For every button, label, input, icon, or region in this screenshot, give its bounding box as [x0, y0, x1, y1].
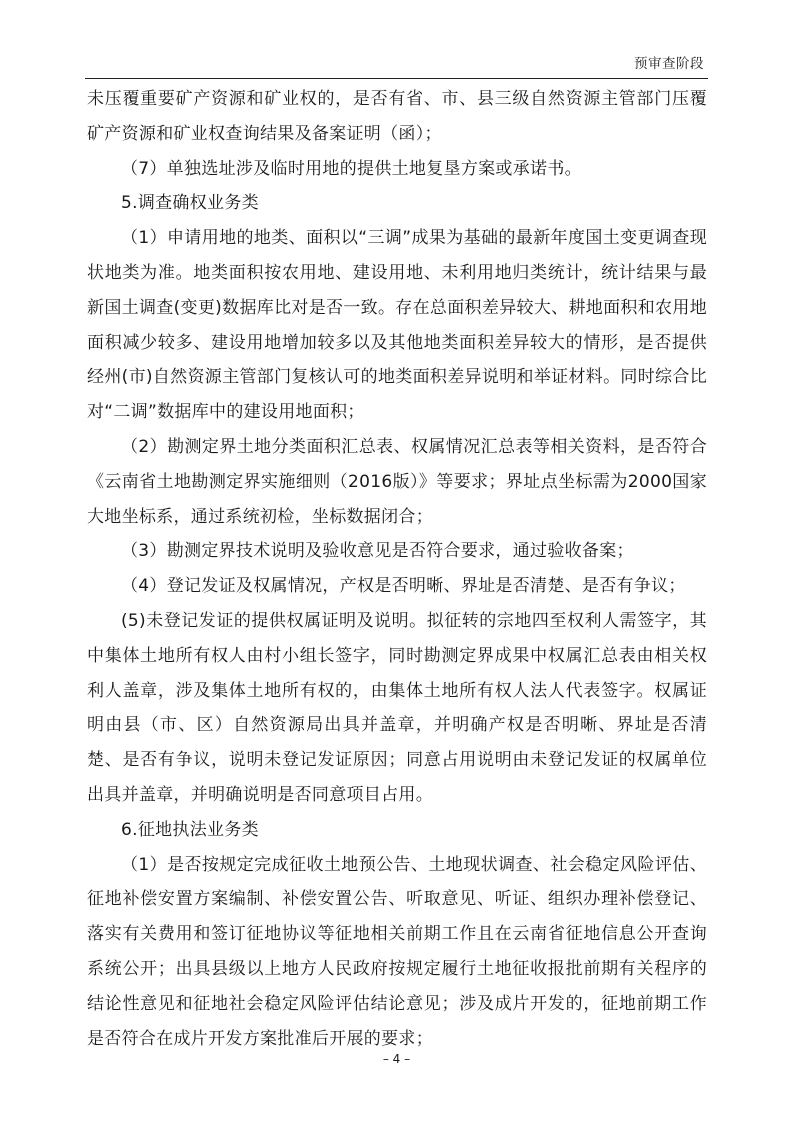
header-title: 预审查阶段 — [634, 56, 704, 72]
paragraph: 未压覆重要矿产资源和矿业权的，是否有省、市、县三级自然资源主管部门压覆矿产资源和矿业权查询结果及备案证明（函）； — [87, 89, 707, 144]
page-number: – 4 – — [382, 1052, 411, 1066]
paragraph: （1）是否按规定完成征收土地预公告、土地现状调查、社会稳定风险评估、征地补偿安置方案编制、补偿安置公告、听取意见、听证、组织办理补偿登记、落实有关费用和签订征地协议等征地相关前期工作且在云南省征地信息公开查询系统公开；出具县级以上地方人民政府按规定履行土地征收报批前期有关程序的结论性意见和征地社会稳定风险评估结论意见；涉及成片开发的，征地前期工作是否符合在成片开发方案批准后开展的要求； — [87, 854, 707, 1049]
document-body — [87, 82, 707, 1056]
paragraph: （4）登记发证及权属情况，产权是否明晰、界址是否清楚、是否有争议； — [121, 576, 686, 597]
paragraph: （7）单独选址涉及临时用地的提供土地复垦方案或承诺书。 — [121, 158, 582, 179]
page-header — [85, 40, 708, 79]
paragraph: （2）勘测定界土地分类面积汇总表、权属情况汇总表等相关资料，是否符合《云南省土地勘测定界实施细则（2016版）》等要求；界址点坐标需为2000国家大地坐标系，通过系统初检，坐标数据闭合； — [87, 436, 707, 527]
paragraph: (5)未登记发证的提供权属证明及说明。拟征转的宗地四至权利人需签字，其中集体土地所有权人由村小组长签字，同时勘测定界成果中权属汇总表由相关权利人盖章，涉及集体土地所有权的，由集体土地所有权人法人代表签字。权属证明由县（市、区）自然资源局出具并盖章，并明确产权是否明晰、界址是否清楚、是否有争议，说明未登记发证原因；同意占用说明由未登记发证的权属单位出具并盖章，并明确说明是否同意项目占用。 — [87, 610, 707, 805]
section-heading: 6.征地执法业务类 — [121, 819, 259, 840]
section-heading: 5.调查确权业务类 — [121, 193, 259, 214]
paragraph: （1）申请用地的地类、面积以“三调”成果为基础的最新年度国土变更调查现状地类为准。地类面积按农用地、建设用地、未利用地归类统计，统计结果与最新国土调查(变更)数据库比对是否一致。存在总面积差异较大、耕地面积和农用地面积减少较多、建设用地增加较多以及其他地类面积差异较大的情形，是否提供经州(市)自然资源主管部门复核认可的地类面积差异说明和举证材料。同时综合比对“二调”数据库中的建设用地面积； — [87, 228, 707, 423]
paragraph: （3）勘测定界技术说明及验收意见是否符合要求，通过验收备案； — [121, 541, 634, 562]
